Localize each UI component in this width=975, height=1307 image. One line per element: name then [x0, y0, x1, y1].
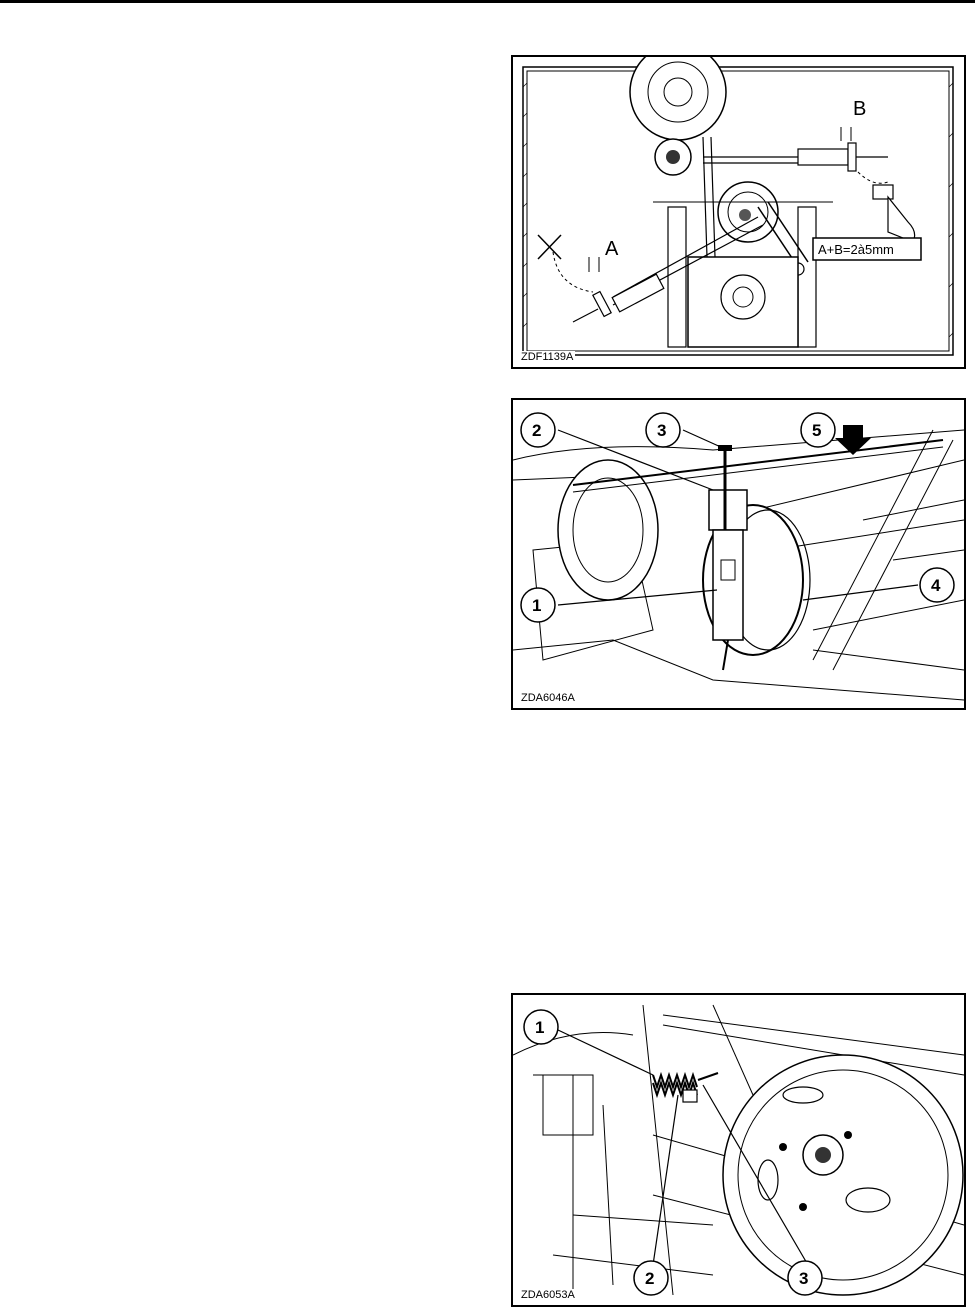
figure-tension-diagram [511, 55, 966, 369]
callout-2: 2 [645, 1269, 655, 1288]
callout-5: 5 [812, 421, 822, 440]
figure-spring-callouts [511, 993, 966, 1307]
tension-diagram-drawing [513, 57, 964, 367]
callout-1: 2 [532, 421, 542, 440]
figure-code: ZDF1139A [521, 351, 574, 363]
callout-4: 4 [931, 576, 941, 595]
dimension-a-label: A [605, 238, 619, 260]
callout-1: 1 [535, 1018, 545, 1037]
callout-3: 3 [657, 421, 667, 440]
callout-3: 3 [799, 1269, 809, 1288]
dimension-b-label: B [853, 98, 867, 120]
figure-pulley-callouts [511, 398, 966, 710]
spring-drawing [513, 995, 964, 1305]
clearance-formula: A+B=2à5mm [818, 242, 894, 257]
figure-code: ZDA6053A [521, 1289, 575, 1301]
callout-1b: 1 [532, 596, 542, 615]
page-top-rule [0, 0, 975, 3]
pulley-drawing [513, 400, 964, 708]
figure-code: ZDA6046A [521, 692, 575, 704]
